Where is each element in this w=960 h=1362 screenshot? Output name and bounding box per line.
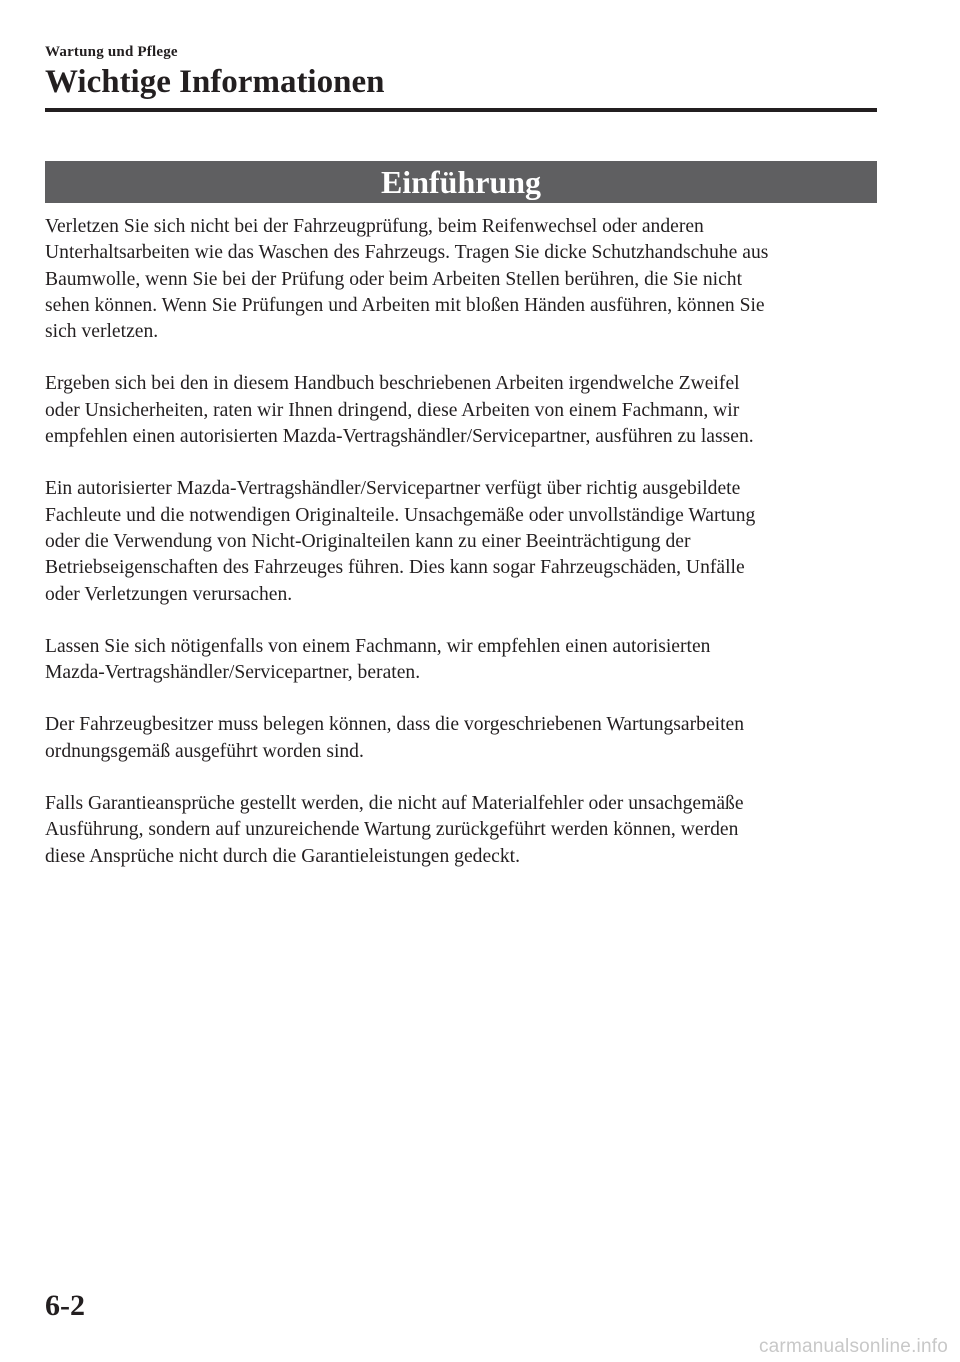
text-line: Baumwolle, wenn Sie bei der Prüfung oder beim Arbeiten Stellen berühren, die Sie nicht: [45, 268, 743, 290]
text-line: sehen können. Wenn Sie Prüfungen und Arbeiten mit bloßen Händen ausführen, können Sie: [45, 294, 765, 316]
paragraph: [45, 791, 877, 870]
running-head: Wartung und Pflege: [45, 44, 178, 60]
paragraph: [45, 214, 877, 345]
text-line: Falls Garantieansprüche gestellt werden, die nicht auf Materialfehler oder unsachgemäße: [45, 793, 744, 815]
watermark: carmanualsonline.info: [758, 1336, 948, 1357]
text-line: Der Fahrzeugbesitzer muss belegen können, dass die vorgeschriebenen Wartungsarbeiten: [45, 714, 745, 736]
text-line: oder Unsicherheiten, raten wir Ihnen dringend, diese Arbeiten von einem Fachmann, wir: [45, 399, 740, 421]
text-line: Betriebseigenschaften des Fahrzeuges führen. Dies kann sogar Fahrzeugschäden, Unfälle: [45, 557, 745, 579]
text-line: Verletzen Sie sich nicht bei der Fahrzeugprüfung, beim Reifenwechsel oder anderen: [45, 216, 704, 237]
text-line: diese Ansprüche nicht durch die Garantieleistungen gedeckt.: [45, 845, 520, 867]
text-line: sich verletzen.: [45, 321, 159, 343]
chapter-title: Wichtige Informationen: [45, 64, 385, 100]
body-text: [45, 214, 877, 896]
paragraph: [45, 371, 877, 450]
title-divider: [45, 108, 877, 112]
text-line: ordnungsgemäß ausgeführt worden sind.: [45, 740, 364, 762]
text-line: Ergeben sich bei den in diesem Handbuch beschriebenen Arbeiten irgendwelche Zweifel: [45, 373, 740, 395]
text-line: Ausführung, sondern auf unzureichende Wartung zurückgeführt werden können, werden: [45, 819, 739, 841]
page-number: 6-2: [45, 1289, 85, 1322]
text-line: empfehlen einen autorisierten Mazda-Vertragshändler/Servicepartner, ausführen zu lassen.: [45, 426, 754, 448]
text-line: Unterhaltsarbeiten wie das Waschen des Fahrzeugs. Tragen Sie dicke Schutzhandschuhe aus: [45, 242, 769, 264]
section-heading: Einführung: [45, 161, 877, 203]
text-line: oder die Verwendung von Nicht-Originalteilen kann zu einer Beeinträchtigung der: [45, 530, 691, 552]
text-line: Lassen Sie sich nötigenfalls von einem Fachmann, wir empfehlen einen autorisierten: [45, 635, 711, 657]
paragraph: [45, 634, 877, 687]
text-line: oder Verletzungen verursachen.: [45, 583, 293, 605]
text-line: Ein autorisierter Mazda-Vertragshändler/Servicepartner verfügt über richtig ausgebildete: [45, 478, 741, 500]
paragraph: [45, 712, 877, 765]
text-line: Fachleute und die notwendigen Originalteile. Unsachgemäße oder unvollständige Wartung: [45, 504, 756, 526]
paragraph: [45, 476, 877, 607]
text-line: Mazda-Vertragshändler/Servicepartner, beraten.: [45, 662, 421, 684]
